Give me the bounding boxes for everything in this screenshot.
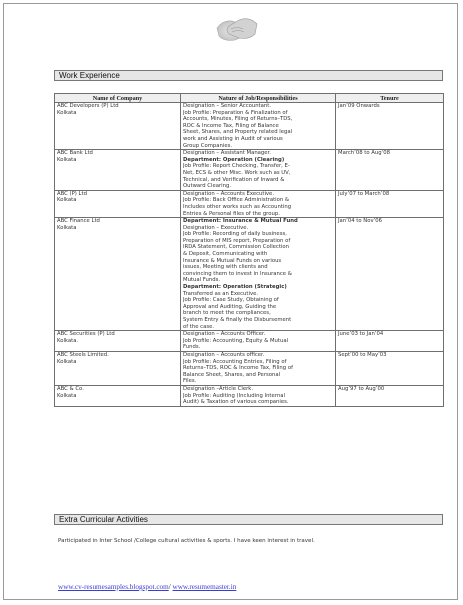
company-location: Kolkata bbox=[57, 224, 77, 231]
department-line: Department: Insurance & Mutual Fund bbox=[183, 218, 298, 225]
responsibility-line: ROC & Income Tax, Filing of Balance bbox=[183, 122, 279, 129]
responsibility-line: Job Profile: Case Study, Obtaining of bbox=[183, 297, 279, 304]
responsibility-line: Insurance & Mutual Funds on various bbox=[183, 257, 282, 264]
responsibility-line: issues, Meeting with clients and bbox=[183, 264, 268, 271]
company-location: Kolkata bbox=[57, 109, 77, 116]
responsibility-line: Job Profile: Preparation & Finalization of bbox=[183, 109, 288, 116]
responsibility-line: Technical, and Verification of Inward & bbox=[183, 176, 285, 183]
company-cell bbox=[55, 385, 181, 406]
responsibility-line: convincing them to invest in Insurance & bbox=[183, 270, 292, 277]
responsibility-line: Designation –Article Clerk. bbox=[183, 385, 254, 392]
table-row bbox=[55, 351, 444, 385]
company-location: Kolkata bbox=[57, 392, 77, 399]
responsibility-line: of the case. bbox=[183, 323, 215, 330]
responsibility-line: Designation – Executive. bbox=[183, 224, 249, 231]
responsibility-line: Job Profile: Accounting, Equity & Mutual bbox=[183, 337, 289, 344]
responsibility-line: Files. bbox=[183, 378, 197, 385]
responsibility-line: Designation – Accounts officer. bbox=[183, 351, 265, 358]
responsibility-line: IRDA Statement, Commission Collection bbox=[183, 244, 289, 251]
responsibility-line: & Deposit, Communicating with bbox=[183, 251, 268, 258]
responsibility-line: Job Profile: Accounting Entries, Filing of bbox=[183, 358, 287, 365]
company-name: ABC & Co. bbox=[57, 385, 84, 392]
company-location: Kolkata bbox=[57, 197, 77, 204]
table-row bbox=[55, 190, 444, 217]
table-row bbox=[55, 150, 444, 191]
tenure-cell: Jan’09 Onwards bbox=[336, 103, 444, 150]
table-row bbox=[55, 103, 444, 150]
responsibility-line: Audit) & Taxation of various companies. bbox=[183, 399, 289, 406]
company-cell bbox=[55, 150, 181, 191]
company-name: ABC (P) Ltd bbox=[57, 190, 87, 197]
responsibility-line: Job Profile: Auditing (Including Internal bbox=[183, 392, 285, 399]
table-row bbox=[55, 331, 444, 352]
responsibility-line: Approval and Auditing, Guiding the bbox=[183, 303, 277, 310]
responsibility-line: Outward Clearing. bbox=[183, 183, 232, 190]
footer bbox=[58, 583, 236, 591]
responsibility-line: Job Profile: Recording of daily business, bbox=[183, 231, 287, 238]
company-name: ABC Securities (P) Ltd bbox=[57, 331, 115, 338]
responsibilities-cell bbox=[181, 218, 336, 331]
company-name: ABC Bank Ltd bbox=[57, 150, 93, 157]
department-line: Department: Operation (Clearing) bbox=[183, 156, 285, 163]
department-line: Department: Operation (Strategic) bbox=[183, 284, 287, 291]
responsibilities-cell bbox=[181, 385, 336, 406]
responsibility-line: Group Companies. bbox=[183, 142, 233, 149]
header-company: Name of Company bbox=[55, 94, 181, 103]
responsibility-line: Funds. bbox=[183, 344, 201, 351]
responsibility-line: Designation – Accounts Executive. bbox=[183, 190, 274, 197]
company-location: Kolkata bbox=[57, 156, 77, 163]
tenure-cell: Jan’04 to Nov’06 bbox=[336, 218, 444, 331]
company-cell bbox=[55, 103, 181, 150]
responsibility-line: Net, ECS & other Misc. Work such as UV, bbox=[183, 169, 291, 176]
responsibility-line: Entries & Personal files of the group. bbox=[183, 210, 280, 217]
company-name: ABC Developers (P) Ltd bbox=[57, 103, 119, 109]
responsibility-line: Designation – Senior Accountant. bbox=[183, 103, 271, 109]
responsibility-line: Sheet, Shares, and Property related legal bbox=[183, 129, 293, 136]
extra-curricular-text: Participated in Inter School /College cultural activities & sports. I have keen interest in travel. bbox=[58, 538, 315, 544]
responsibility-line: System Entry & finally the Disbursement bbox=[183, 317, 292, 323]
company-cell bbox=[55, 351, 181, 385]
responsibility-line: Preparation of MIS report, Preparation of bbox=[183, 237, 291, 244]
responsibility-line: Job Profile: Back Office Administration & bbox=[183, 197, 290, 204]
company-name: ABC Steels Limited. bbox=[57, 351, 109, 358]
company-location: Kolkata bbox=[57, 358, 77, 365]
table-row bbox=[55, 385, 444, 406]
responsibility-line: Transferred as an Executive. bbox=[183, 290, 259, 297]
company-cell bbox=[55, 218, 181, 331]
tenure-cell: March’08 to Aug’08 bbox=[336, 150, 444, 191]
responsibilities-cell bbox=[181, 150, 336, 191]
table-row bbox=[55, 218, 444, 331]
footer-link-cv-resumesamples[interactable]: www.cv-resumesamples.blogspot.com bbox=[58, 583, 169, 591]
responsibility-line: Job Profile: Report Checking, Transfer, E- bbox=[183, 163, 290, 170]
company-name: ABC Finance Ltd bbox=[57, 218, 100, 225]
header-nature: Nature of Job/Responsibilities bbox=[181, 94, 336, 103]
responsibility-line: Designation – Assistant Manager. bbox=[183, 150, 271, 157]
responsibility-line: Designation – Accounts Officer. bbox=[183, 331, 266, 338]
responsibility-line: branch to meet the compliances, bbox=[183, 310, 271, 317]
footer-separator: / bbox=[168, 583, 173, 591]
work-experience-table bbox=[54, 93, 444, 407]
responsibilities-cell bbox=[181, 190, 336, 217]
tenure-cell: Aug’97 to Aug’00 bbox=[336, 385, 444, 406]
company-cell bbox=[55, 331, 181, 352]
handshake-icon bbox=[215, 10, 259, 48]
responsibilities-cell bbox=[181, 331, 336, 352]
responsibility-line: Includes other works such as Accounting bbox=[183, 203, 292, 210]
responsibility-line: Balance Sheet, Shares, and Personal bbox=[183, 371, 281, 378]
responsibility-line: Accounts, Minutes, Filing of Returns–TDS, bbox=[183, 116, 293, 123]
tenure-cell: June’03 to Jan’04 bbox=[336, 331, 444, 352]
company-location: Kolkata. bbox=[57, 337, 79, 344]
footer-link-resumemaster[interactable]: www.resumemaster.in bbox=[172, 583, 237, 591]
header-tenure: Tenure bbox=[336, 94, 444, 103]
responsibilities-cell bbox=[181, 103, 336, 150]
responsibility-line: Returns–TDS, ROC & Income Tax, Filing of bbox=[183, 365, 293, 372]
tenure-cell: Sept’00 to May’03 bbox=[336, 351, 444, 385]
responsibility-line: Mutual Funds. bbox=[183, 277, 221, 284]
table-header-row bbox=[55, 94, 444, 103]
responsibilities-cell bbox=[181, 351, 336, 385]
section-work-experience: Work Experience bbox=[54, 70, 443, 81]
responsibility-line: work and Assisting in Audit of various bbox=[183, 135, 283, 142]
section-extra-curricular: Extra Curricular Activities bbox=[54, 514, 443, 525]
company-cell bbox=[55, 190, 181, 217]
tenure-cell: July’07 to March’08 bbox=[336, 190, 444, 217]
